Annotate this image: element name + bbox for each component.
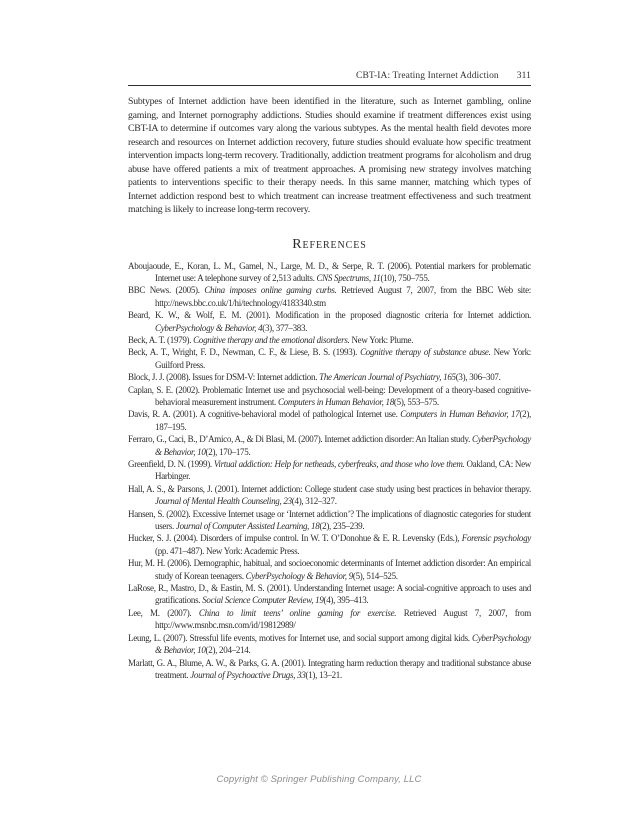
reference-italic-text: CyberPsychology & Behavior, 10 [155, 632, 531, 656]
reference-text: Beard, K. W., & Wolf, E. M. (2001). Modification in the proposed diagnostic criteria for Internet addiction. [128, 310, 531, 321]
reference-italic-text: Cognitive therapy and the emotional disorders. [193, 334, 350, 345]
reference-text: (pp. 471–487). New York: Academic Press. [155, 545, 300, 556]
reference-text: (3), 306–307. [455, 372, 501, 383]
reference-text: (2), 187–195. [155, 409, 531, 432]
reference-italic-text: China imposes online gaming curbs. [204, 285, 337, 296]
reference-italic-text: CyberPsychology & Behavior, 4 [155, 322, 263, 333]
reference-italic-text: CyberPsychology & Behavior, 10 [155, 434, 531, 457]
reference-text: Aboujaoude, E., Koran, L. M., Gamel, N., Large, M. D., & Serpe, R. T. (2006). Potential markers for problematic Internet use: A telephone survey of 2,513 adults. [128, 260, 531, 283]
reference-text: (4), 395–413. [323, 595, 369, 606]
reference-italic-text: Journal of Computer Assisted Learning, 18 [175, 521, 320, 532]
reference-text: LaRose, R., Mastro, D., & Eastin, M. S. (2001). Understanding Internet usage: A social-cognitive approach to uses and gratifications. [128, 583, 531, 606]
reference-entry [128, 458, 531, 483]
reference-text: Leung, L. (2007). Stressful life events, motives for Internet use, and social support among digital kids. [128, 632, 473, 643]
reference-text: Hucker, S. J. (2004). Disorders of impulse control. In W. T. O’Donohue & E. R. Levensky (Eds.), [128, 533, 462, 544]
references-list [128, 260, 531, 682]
reference-entry [128, 483, 531, 508]
reference-text: Hall, A. S., & Parsons, J. (2001). Internet addiction: College student case study using best practices in behavior therapy. [128, 483, 531, 494]
reference-italic-text: CNS Spectrums, 11 [316, 272, 381, 283]
reference-text: Hansen, S. (2002). Excessive Internet usage or ‘Internet addiction’? The implications of diagnostic categories for student users. [128, 508, 531, 532]
reference-text: Retrieved August 7, 2007, from the BBC Web site: http://news.bbc.co.uk/1/hi/technology/4183340.stm [155, 285, 531, 308]
reference-entry [128, 260, 531, 285]
reference-text: New York: Guilford Press. [155, 347, 531, 370]
copyright-footer: Copyright © Springer Publishing Company, LLC [216, 774, 422, 785]
reference-italic-text: Social Science Computer Review, 19 [202, 595, 324, 606]
reference-text: Greenfield, D. N. (1999). [128, 459, 214, 469]
reference-text: (3), 377–383. [262, 322, 308, 333]
reference-entry [128, 657, 531, 682]
reference-italic-text: Journal of Psychoactive Drugs, 33 [190, 669, 306, 680]
reference-italic-text: The American Journal of Psychiatry, 165 [319, 372, 456, 383]
reference-italic-text: CyberPsychology & Behavior, 9 [245, 570, 353, 581]
reference-text: (2), 170–175. [205, 446, 251, 457]
reference-text: Lee, M. (2007). [128, 607, 199, 618]
reference-italic-text: Computers in Human Behavior, 17 [400, 409, 520, 420]
reference-entry [128, 532, 531, 557]
reference-entry [128, 607, 531, 632]
reference-text: Caplan, S. E. (2002). Problematic Internet use and psychosocial well-being: Development of a theory-based cognitive-behavioral measurement instrument. [128, 384, 531, 407]
reference-italic-text: Cognitive therapy of substance abuse. [360, 347, 491, 358]
reference-entry [128, 508, 531, 533]
reference-entry [128, 632, 531, 657]
reference-entry [128, 334, 531, 346]
reference-text: Marlatt, G. A., Blume, A. W., & Parks, G. A. (2001). Integrating harm reduction therapy and traditional substance abuse treatment. [128, 657, 531, 680]
reference-entry [128, 433, 531, 458]
reference-text: New York: Plume. [349, 334, 414, 345]
references-heading: References [292, 236, 367, 252]
reference-italic-text: Computers in Human Behavior, 18 [277, 396, 394, 407]
reference-text: Block, J. J. (2008). Issues for DSM-V: Internet addiction. [128, 372, 320, 383]
reference-text: Ferraro, G., Caci, B., D’Amico, A., & Di Blasi, M. (2007). Internet addiction disorder: An Italian study. [128, 434, 473, 445]
reference-italic-text: China to limit teens’ online gaming for exercise. [198, 607, 397, 618]
reference-italic-text: Forensic psychology [461, 533, 531, 544]
reference-italic-text: Virtual addiction: Help for netheads, cyberfreaks, and those who love them. [213, 459, 465, 469]
reference-text: (2), 204–214. [205, 645, 251, 656]
reference-text: Davis, R. A. (2001). A cognitive-behavioral model of pathological Internet use. [128, 409, 401, 420]
reference-entry [128, 371, 531, 383]
reference-text: (5), 553–575. [393, 396, 439, 407]
reference-text: Oakland, CA: New Harbinger. [155, 459, 531, 482]
reference-text: (10), 750–755. [380, 272, 430, 283]
intro-paragraph: Subtypes of Internet addiction have been identified in the literature, such as Internet gambling, online gaming, and Internet pornography addictions. Studies should examine if treatment differences exist using CBT-IA to determine if outcomes vary along the various subtypes. As the mental health field devotes more research and resources on Internet addiction recovery, future studies should evaluate how specific treatment intervention impacts long-term recovery. Traditionally, addiction treatment programs for alcoholism and drug abuse have offered patients a mix of treatment approaches. A promising new strategy involves matching patients to interventions specific to their therapy needs. In this same manner, matching which types of Internet addiction respond best to which treatment can increase treatment effectiveness and such treatment matching is likely to increase long-term recovery. [128, 96, 531, 215]
running-head [128, 71, 531, 86]
reference-text: (4), 312–327. [291, 496, 337, 507]
reference-text: Retrieved August 7, 2007, from http://www.msnbc.msn.com/id/19812989/ [155, 607, 531, 631]
reference-entry [128, 557, 531, 582]
reference-text: Beck, A. T. (1979). [128, 334, 194, 345]
reference-text: (5), 514–525. [352, 570, 398, 581]
reference-entry [128, 346, 531, 371]
reference-entry [128, 309, 531, 334]
running-head-title: CBT-IA: Treating Internet Addiction [356, 71, 499, 81]
reference-entry [128, 582, 531, 607]
reference-entry [128, 384, 531, 409]
reference-text: (1), 13–21. [305, 669, 342, 680]
reference-entry [128, 284, 531, 309]
reference-text: (2), 235–239. [319, 521, 365, 532]
reference-italic-text: Journal of Mental Health Counseling, 23 [155, 496, 292, 507]
reference-text: Hur, M. H. (2006). Demographic, habitual, and socioeconomic determinants of Internet addiction disorder: An empirical study of Korean teenagers. [128, 558, 531, 581]
reference-text: Beck, A. T., Wright, F. D., Newman, C. F., & Liese, B. S. (1993). [128, 347, 361, 358]
reference-entry [128, 408, 531, 433]
page-number: 311 [516, 71, 531, 81]
reference-text: BBC News. (2005). [128, 285, 205, 296]
page-content [128, 0, 531, 681]
